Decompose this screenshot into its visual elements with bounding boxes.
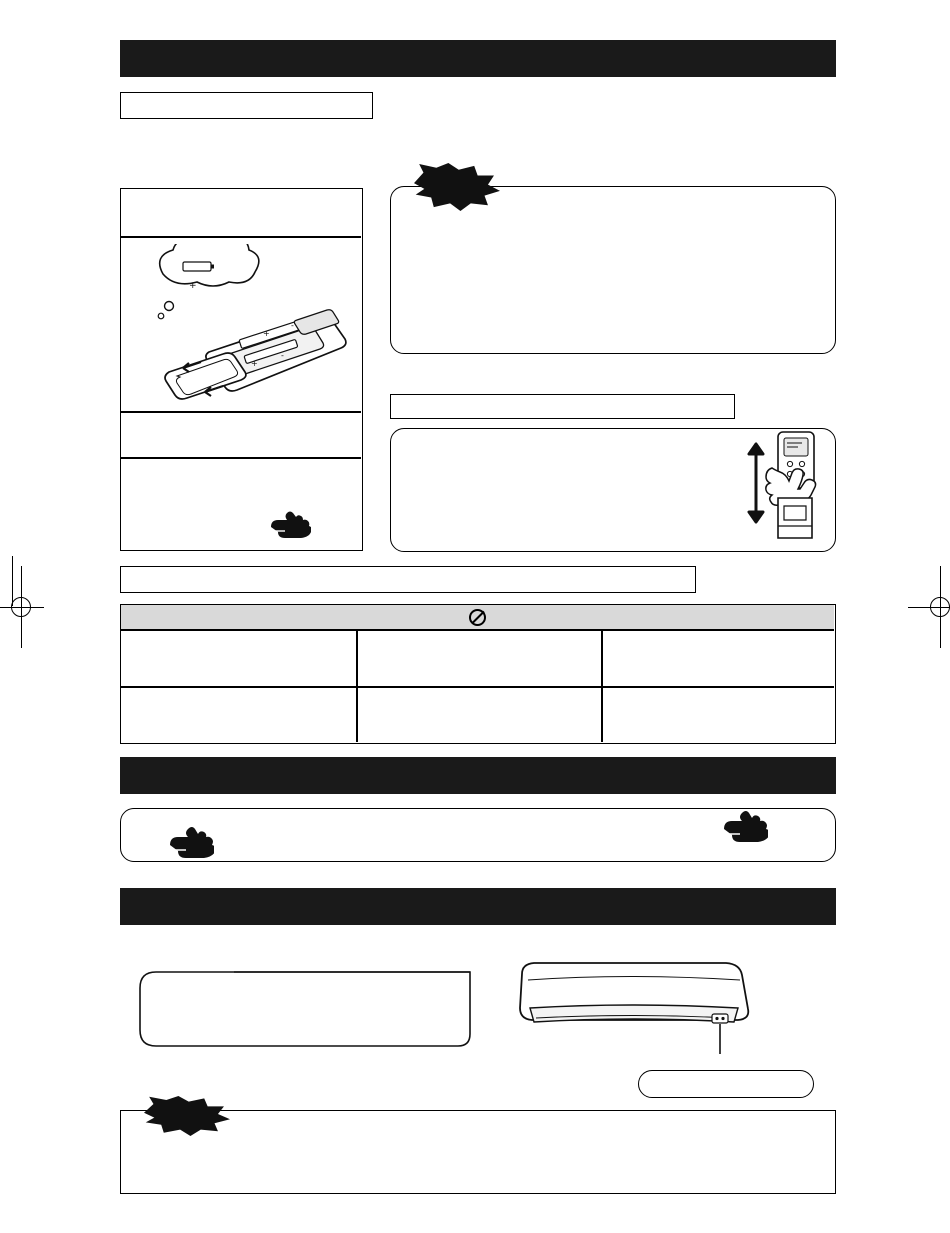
section-1-subtitle-box <box>120 92 373 119</box>
no-entry-icon <box>469 609 486 626</box>
remote-control-battery-insert <box>131 244 351 409</box>
svg-text:-: - <box>281 351 284 360</box>
indoor-unit-illustration <box>516 958 756 1054</box>
pointing-hand-icon <box>168 826 214 863</box>
prohibition-row-divider <box>121 686 834 688</box>
left-panel-divider-2 <box>121 411 361 413</box>
left-panel <box>120 188 363 551</box>
section-2-title-bar <box>120 757 836 794</box>
section-3-title-bar <box>120 888 836 925</box>
svg-text:+: + <box>189 281 197 291</box>
svg-text:+: + <box>263 329 270 338</box>
prohibition-table <box>120 604 836 744</box>
svg-text:-: - <box>217 281 221 291</box>
wide-caption-box <box>120 566 696 593</box>
remote-holder-hand <box>726 428 836 552</box>
pointing-hand-icon <box>269 509 311 544</box>
svg-text:-: - <box>291 321 294 330</box>
section-1-title-bar <box>120 40 836 77</box>
bottom-callout-box <box>138 962 472 1048</box>
left-panel-divider-3 <box>121 457 361 459</box>
svg-text:+: + <box>251 359 258 368</box>
note-panel <box>390 186 836 354</box>
pointing-hand-icon <box>722 810 768 847</box>
handling-caption-box <box>390 394 735 419</box>
indoor-unit-label-box <box>638 1070 814 1098</box>
left-panel-divider-1 <box>121 236 361 238</box>
bottom-warning-panel <box>120 1110 836 1194</box>
prohibition-header-divider <box>121 629 834 631</box>
